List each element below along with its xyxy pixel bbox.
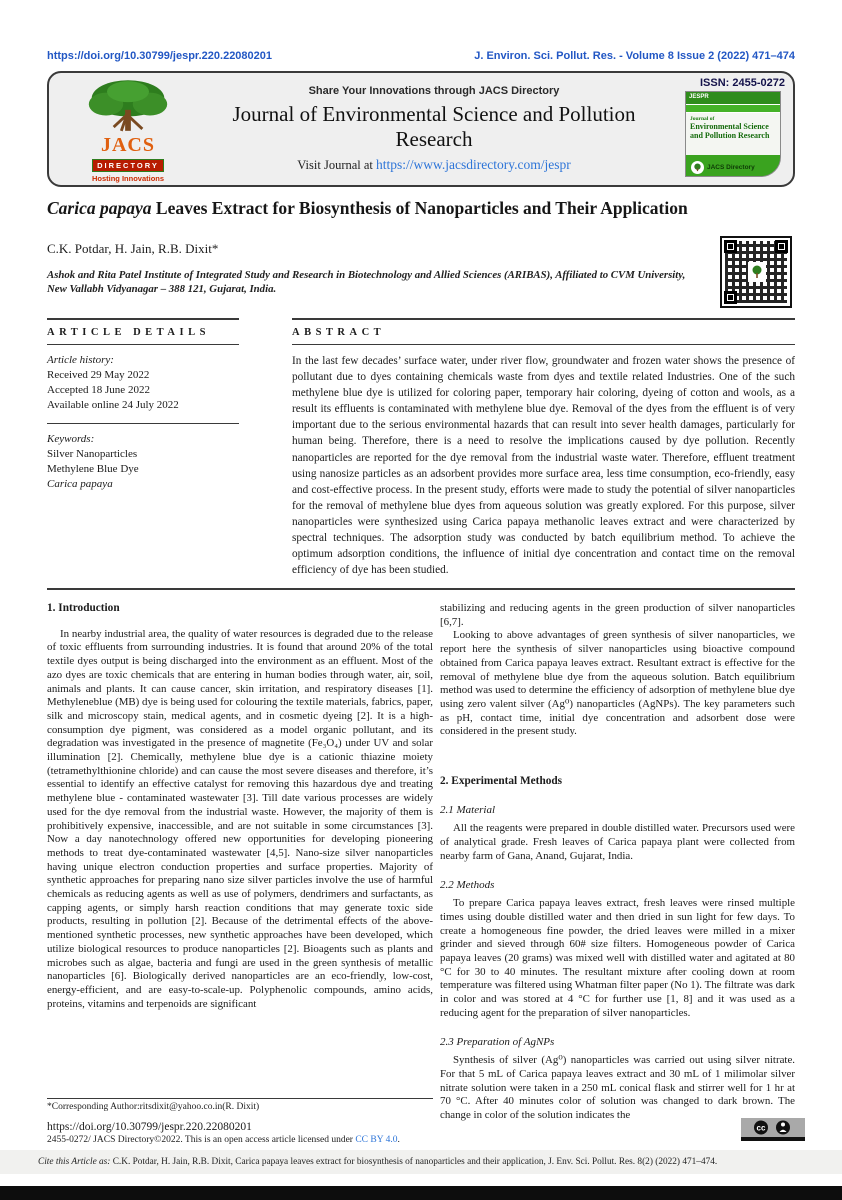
green-synthesis-paragraph: Looking to above advantages of green synthesis of silver nanoparticles, we report here the synthesis of silver nanoparticles using bioactive compound obtained from Carica papaya leaves extract. Resultant extract is effective for the removal of methylene blue dye from the aqueous solution. Batch equilibrium method was used to determine the efficiency of adsorption of methylene blue dye using zero valent silver (Ag⁰) nanoparticles (AgNPs). The key parameters such as pH, contact time, initial dye concentration and adsorbent dose were considered in the present study. (440, 629, 795, 738)
qr-finder-icon (775, 240, 788, 253)
introduction-heading: 1. Introduction (47, 602, 120, 614)
details-divider (47, 423, 239, 424)
history-accepted: Accepted 18 June 2022 (47, 384, 150, 396)
methods-subheading: 2.2 Methods (440, 878, 495, 891)
banner-tagline: Share Your Innovations through JACS Directory (308, 85, 560, 98)
cc-by-link[interactable]: CC BY 4.0 (355, 1135, 398, 1145)
paper-title (47, 198, 795, 219)
abstract-text: In the last few decades’ surface water, under river flow, groundwater and frozen water shows the presence of pollutant due to dyes containing chemicals waste from dyes and textile related Industries. One of the such methylene blue dye is utilized for coloring paper, temporary hair coloring, dyeing of cotton and wools, as a result its effluents is contaminated with methylene blue dye. Removal of the dyes from the effluent is of very important due to the serious environmental hazards that can result into sever health damages, particularly for human being. Therefore, there is a need to resolve the implications caused by dye pollution. Recently nanoparticles are reported for the dye removal from the industrial waste water. Therefore, effluent treatment using nanosize particles as an adsorbent provides more surface area, less time consumption, eco-friendly, easy and cost-effective process. In the present study, efforts were made to study the potential of silver nanoparticles for the removal of methylene blue dyes from aqueous solution was greatly explored. For this purpose, silver nanoparticles were synthesized using Carica papaya methanolic leaves extract and were characterized by spectral techniques. The adsorption study was conducted by batch equilibrium method. To achieve the optimum adsorption conditions, the influence of initial dye concentration and contact time on the removal efficiency of dye has been studied. (292, 355, 795, 577)
methods-paragraph: To prepare Carica papaya leaves extract, fresh leaves were rinsed multiple times using double distilled water and then dried in sun light for few days. To create a homogeneous fine powder, the dried leaves were milled in a mixer grinder and sieved through 60# size filters. Homogeneous powder of Carica papaya leaves (20 grams) was mixed well with distilled water and agitated at 80 °C for 30 to 40 minutes. The resultant mixture after cooling down at room temperature was filtered using Whatman filter paper (No 1). The filtrate was dark in color and was stored at 4 °C for further use [1, 8] and it was used as a reducing agent for the preparation of silver nanoparticles. (440, 897, 795, 1019)
cite-label: Cite this Article as: (38, 1157, 113, 1167)
agnps-subheading: 2.3 Preparation of AgNPs (440, 1035, 555, 1048)
paper-title-species: Carica papaya (47, 198, 152, 218)
svg-text:cc: cc (756, 1123, 766, 1133)
article-history-label: Article history: (47, 354, 114, 366)
footnote-block (47, 1098, 433, 1145)
journal-name: Journal of Environmental Science and Pollution Research (232, 101, 636, 151)
cite-bar (0, 1150, 842, 1174)
journal-cover-thumbnail (685, 91, 781, 177)
keyword-item: Silver Nanoparticles (47, 448, 138, 460)
qr-code (720, 236, 792, 308)
history-received: Received 29 May 2022 (47, 369, 150, 381)
history-available: Available online 24 July 2022 (47, 399, 179, 411)
logo-directory-label: DIRECTORY (92, 159, 164, 172)
cover-title-prefix: Journal of (690, 116, 715, 122)
experimental-methods-heading: 2. Experimental Methods (440, 775, 563, 788)
paper-title-rest: Leaves Extract for Biosynthesis of Nanoparticles and Their Application (151, 198, 688, 218)
footnote-doi: https://doi.org/10.30799/jespr.220.22080201 (47, 1121, 252, 1133)
license-prefix: 2455-0272/ JACS Directory©2022. This is an open access article licensed under (47, 1135, 356, 1145)
cover-title-block (686, 113, 780, 155)
banner-center (199, 73, 669, 185)
introduction-paragraph: In nearby industrial area, the quality of water resources is degraded due to the release of toxic effluents from surrounding industries. It is found that around 20% of the total textile dyes output is being discharged into the environment as an effluent. Most of the azo dyes are toxic chemicals that are entering in human bodies through water, air, soil, animals and plants. It can cause cancer, skin irritation, and respiratory diseases [1]. Methyleneblue (MB) dye is being used for colouring the textile materials, fabrics, paper, silk and microscopy stain, medical agents, and in cosmetic dyeing [2]. It is a high-consumption dye pigment, was considered as a model organic pollutant, and its degradation was investigated in the presence of magnetite (Fe₃O₄) under UV and solar illumination [2]. Chemically, methylene blue dye is a cationic thiazine moiety (tetramethylthionine chloride) and can cause the most severe diseases and therefore, it’s essential to identify an effective catalyst for removing this hazardous dye and treating methylene blue - contaminated wastewater [3]. Till date various processes are widely used for the dye removal from the industrial waste. However, the majority of them is prohibitively expensive, inaccessible, and are not suitable in some circumstances [3]. Now a day nanotechnology offered new opportunities for developing pioneering methods to treat dye-contaminated wastewater [4,5]. Nano-size silver nanoparticles having unique electron conduction properties and surface properties. Majority of synthetic approaches for preparing nano size silver particles involve the use of harmful chemicals as reducing agents as well as use of polymers, dendrimers and surfactants, as capping agents, or simply harsh reaction conditions that may generate toxic side products, resulting in pollution [2]. Because of the detrimental effects of the above-mentioned synthetic processes, new synthetic approaches have been developed, which utilize biological resources to produce nanoparticles [2]. Bioagents such as plants and microbes such as algae, bacteria and fungi are used in the green synthesis of metallic nanoparticles [6]. Biologically derived nanoparticles are an eco-friendly, low-cost, energy-efficient, and are easy-to-scale-up. Polyphenolic compounds, amino acids, proteins, vitamins and terpenoids are significant (47, 627, 433, 1010)
qr-finder-icon (724, 291, 737, 304)
logo-name: JACS (100, 134, 155, 156)
journal-volume-ref[interactable]: J. Environ. Sci. Pollut. Res. - Volume 8 Issue 2 (2022) 471–474 (474, 50, 795, 62)
logo-tagline: Hosting Innovations (91, 174, 165, 183)
agnps-paragraph: Synthesis of silver (Ag⁰) nanoparticles was carried out using silver nitrate. For that 5 mL of Carica papaya leaves extract and 30 mL of 1 milimolar silver nitrate solution were taken in a 250 mL conical flask and stirrer well for 1 hr at 70 °C. After 40 minutes color of solution was changed to dark brown. The change in color of the solution indicates the (440, 1054, 795, 1122)
article-details-section (47, 318, 239, 492)
cover-footer-label: JACS Directory (707, 164, 755, 171)
keyword-item: Methylene Blue Dye (47, 463, 139, 475)
visit-journal-line (297, 157, 570, 173)
qr-center-logo (748, 262, 766, 282)
corresponding-author: *Corresponding Author:ritsdixit@yahoo.co.in(R. Dixit) (47, 1102, 260, 1112)
body-left-column (47, 602, 433, 1011)
affiliation: Ashok and Rita Patel Institute of Integrated Study and Research in Biotechnology and Allied Sciences (ARIBAS), Affiliated to CVM University, New Vallabh Vidyanagar – 388 121, Gujarat, India. (47, 269, 686, 295)
authors-line: C.K. Potdar, H. Jain, R.B. Dixit* (47, 241, 219, 256)
cover-band (686, 104, 780, 113)
page-bottom-bar (0, 1186, 842, 1200)
page-header (47, 50, 795, 62)
visit-prefix: Visit Journal at (297, 157, 377, 172)
tree-icon (751, 265, 763, 279)
abstract-header: ABSTRACT (292, 318, 795, 345)
mini-tree-icon (691, 161, 704, 174)
license-line (47, 1135, 433, 1145)
abstract-section (292, 318, 795, 578)
article-details-header: ARTICLE DETAILS (47, 318, 239, 345)
citation-line (0, 1157, 717, 1167)
cover-title: Environmental Science and Pollution Research (690, 122, 770, 140)
keywords-label: Keywords: (47, 433, 95, 445)
banner-right (685, 77, 785, 177)
jacs-directory-logo (63, 77, 193, 183)
cover-footer (686, 155, 780, 177)
cite-text: C.K. Potdar, H. Jain, R.B. Dixit, Carica papaya leaves extract for biosynthesis of nanoparticles and their application, J. Env. Sci. Pollut. Res. 8(2) (2022) 471–474. (112, 1157, 718, 1167)
tree-icon (85, 77, 171, 135)
qr-finder-icon (724, 240, 737, 253)
license-suffix: . (397, 1135, 400, 1145)
journal-url-link[interactable]: https://www.jacsdirectory.com/jespr (376, 156, 571, 172)
issn-label: ISSN: 2455-0272 (700, 77, 785, 89)
doi-link[interactable]: https://doi.org/10.30799/jespr.220.22080201 (47, 50, 273, 62)
paragraph-continuation: stabilizing and reducing agents in the green production of silver nanoparticles [6,7]. (440, 602, 795, 628)
cc-by-badge-icon (741, 1118, 805, 1141)
material-subheading: 2.1 Material (440, 803, 495, 816)
body-right-column (440, 602, 795, 1123)
material-paragraph: All the reagents were prepared in double distilled water. Precursors used were of analytical grade. Fresh leaves of Carica papaya plant were collected from nearby farm of Gana, Anand, Gujarat, India. (440, 822, 795, 862)
cover-masthead: JESPR (686, 92, 780, 104)
keyword-item: Carica papaya (47, 478, 113, 490)
section-divider (47, 588, 795, 590)
journal-banner (47, 71, 795, 187)
